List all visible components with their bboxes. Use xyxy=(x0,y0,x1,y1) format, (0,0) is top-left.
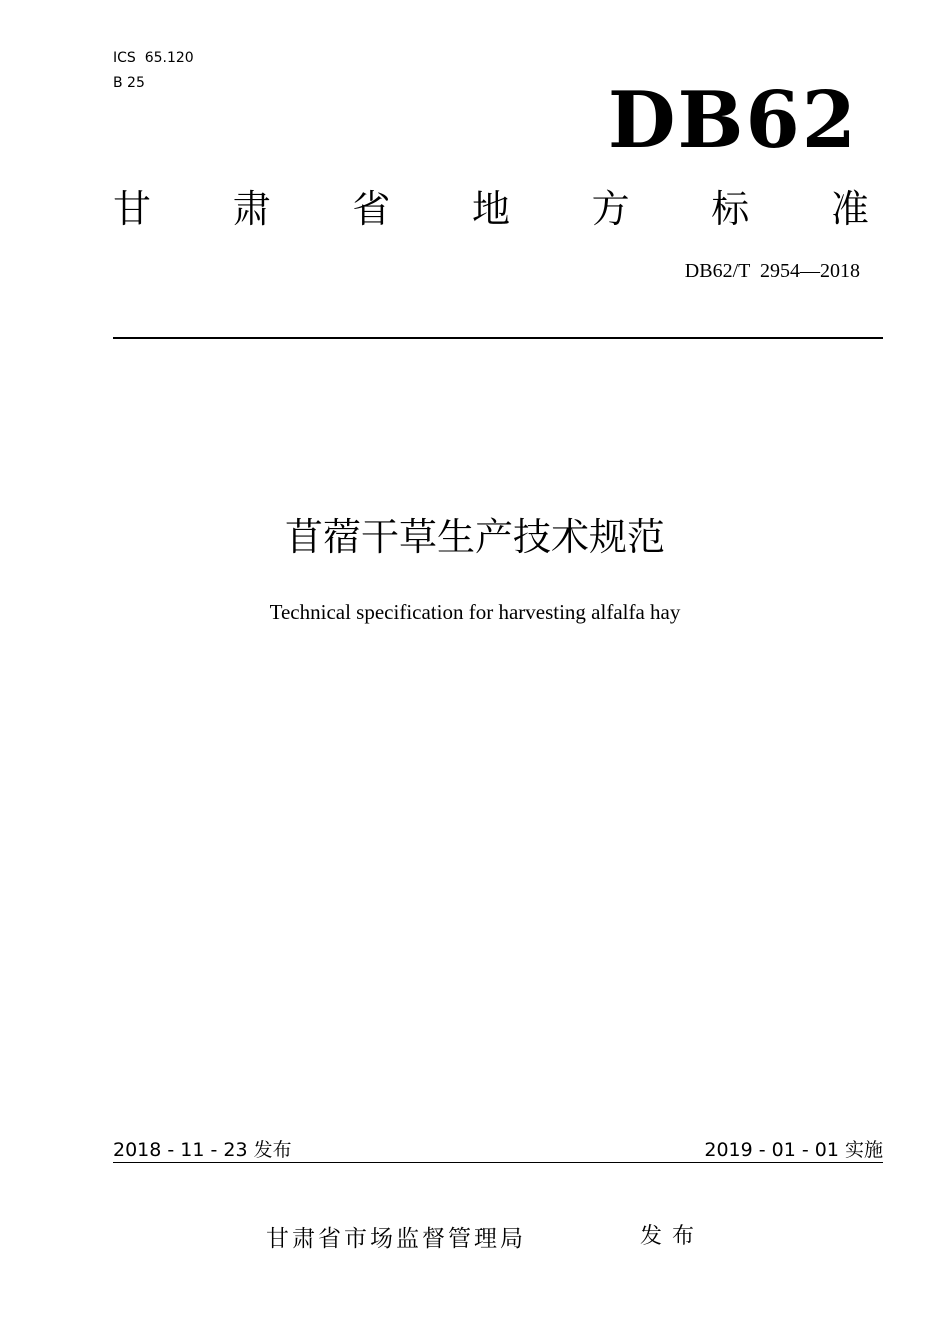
standard-type-char: 标 xyxy=(711,187,750,231)
ccs-code: B 25 xyxy=(113,75,145,91)
standard-type-char: 准 xyxy=(830,187,869,231)
implementation-date: 2019 - 01 - 01 实施 xyxy=(704,1139,883,1161)
standard-logo: DB62 xyxy=(607,75,858,166)
standard-type-char: 肃 xyxy=(232,187,271,231)
standard-type-char: 省 xyxy=(352,187,391,231)
document-title-english: Technical specification for harvesting alfalfa hay xyxy=(269,600,681,624)
standard-number: DB62/T 2954—2018 xyxy=(684,260,860,282)
ics-code: ICS 65.120 xyxy=(113,50,194,66)
standard-type-char: 甘 xyxy=(113,187,152,231)
issue-date: 2018 - 11 - 23 发布 xyxy=(113,1139,292,1161)
publish-label: 发布 xyxy=(640,1224,705,1249)
issuing-authority: 甘肃省市场监督管理局 xyxy=(266,1226,526,1252)
standard-type-char: 地 xyxy=(471,187,510,231)
header-divider xyxy=(113,337,883,339)
standard-type-heading xyxy=(113,186,869,232)
standard-type-char: 方 xyxy=(591,187,630,231)
document-title-chinese: 苜蓿干草生产技术规范 xyxy=(284,515,665,559)
footer-divider xyxy=(113,1162,883,1163)
